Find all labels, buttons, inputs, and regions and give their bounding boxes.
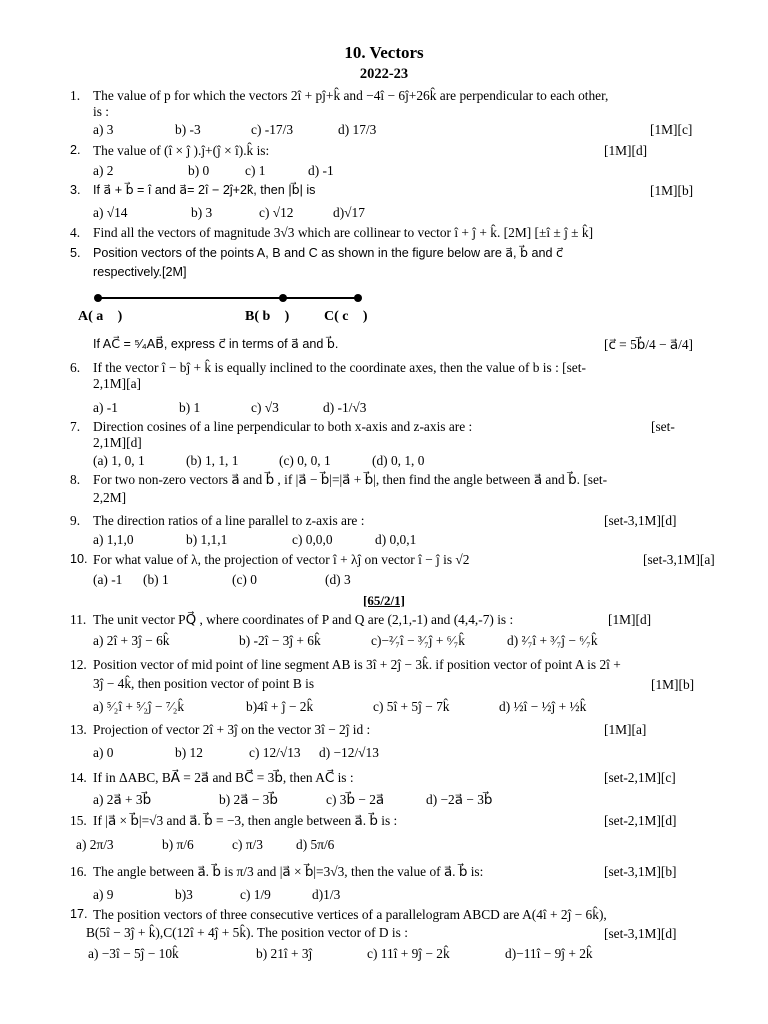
question-text: For what value of λ, the projection of vector î + λĵ on vector î − ĵ is √2: [93, 552, 470, 567]
question-text-cont: 2,1M][d]: [93, 434, 142, 450]
mark-label: [1M][d]: [604, 143, 648, 158]
option-b: b) -3: [175, 122, 201, 137]
option-b: b) 1,1,1: [186, 532, 228, 547]
option-b: b) 0: [188, 163, 210, 178]
option-c: c) 1: [245, 163, 266, 178]
option-c: c) 11î + 9ĵ − 2k̂: [367, 946, 450, 961]
point-a-dot: [94, 294, 102, 302]
option-c: c)−²⁄₇î − ³⁄₇ĵ + ⁶⁄₇k̂: [371, 633, 465, 648]
question-text: Projection of vector 2î + 3ĵ on the vector 3î − 2ĵ id :: [93, 722, 371, 737]
option-d: d)√17: [333, 205, 365, 220]
option-d: d)1/3: [312, 887, 341, 902]
question-text-cont: 2,2M]: [93, 489, 127, 505]
mark-label: [1M][a]: [604, 722, 647, 737]
question-number: 15.: [70, 813, 87, 828]
mark-label: [set-2,1M][c]: [604, 770, 676, 785]
year-heading: 2022-23: [359, 66, 409, 82]
question-number: 6.: [70, 360, 81, 375]
question-text: If a⃗ + b⃗ = î and a⃗= 2î − 2ĵ+2k̂, then |b⃗| is: [93, 183, 316, 197]
question-number: 11.: [70, 612, 87, 627]
question-text: If the vector î − bĵ + k̂ is equally inclined to the coordinate axes, then the value of b is : [set-: [93, 360, 586, 375]
option-a: a) √14: [93, 205, 128, 220]
option-c: c) 12/√13: [249, 745, 301, 760]
mark-label: [set-3,1M][d]: [604, 926, 677, 941]
option-d: d) -1: [308, 163, 334, 178]
mark-label: [1M][c]: [650, 122, 693, 137]
question-8: [70, 472, 720, 506]
question-number: 1.: [70, 88, 81, 103]
mark-label: [1M][b]: [650, 183, 694, 198]
option-b: (b) 1, 1, 1: [186, 453, 239, 468]
question-number: 14.: [70, 770, 87, 785]
question-text: The angle between a⃗. b⃗ is π/3 and |a⃗ × b⃗|=3√3, then the value of a⃗. b⃗ is:: [93, 864, 484, 879]
question-10: [70, 552, 720, 568]
option-a: a) -1: [93, 400, 118, 415]
point-c-label: C( c⃗ ): [324, 309, 368, 324]
paper-code: [65/2/1]: [363, 593, 405, 608]
question-text: The value of p for which the vectors 2î + pĵ+k̂ and −4î − 6ĵ+26k̂ are perpendicular to each other,: [93, 88, 609, 103]
question-number: 9.: [70, 513, 81, 528]
option-c: c) -17/3: [251, 122, 294, 137]
question-text: Position vector of mid point of line segment AB is 3î + 2ĵ − 3k̂. if position vector of point A is 2î +: [93, 657, 621, 672]
question-7: [70, 419, 720, 451]
point-c-dot: [354, 294, 362, 302]
option-d: d) ²⁄₇î + ³⁄₇ĵ − ⁶⁄₇k̂: [507, 633, 598, 648]
question-text: Position vectors of the points A, B and C as shown in the figure below are a⃗, b⃗ and c⃗: [93, 246, 563, 260]
question-1: [70, 88, 720, 120]
mark-label: [set-2,1M][d]: [604, 813, 677, 828]
option-d: d) 0,0,1: [375, 532, 417, 547]
option-c: (c) 0: [232, 572, 257, 587]
mark-label: [set-: [651, 419, 675, 434]
question-number: 17.: [70, 907, 88, 921]
option-d: (d) 3: [325, 572, 351, 587]
option-c: c) 1/9: [240, 887, 271, 902]
question-text: If |a⃗ × b⃗|=√3 and a⃗. b⃗ = −3, then angle between a⃗. b⃗ is :: [93, 813, 398, 828]
option-c: c) √12: [259, 205, 294, 220]
question-number: 13.: [70, 722, 87, 737]
question-text: The value of (î × ĵ ).ĵ+(ĵ × î).k̂ is:: [93, 143, 270, 158]
question-5: [70, 246, 730, 280]
question-number: 5.: [70, 246, 81, 260]
option-d: d) -1/√3: [323, 400, 367, 415]
question-12: [70, 657, 730, 692]
question-number: 8.: [70, 472, 81, 487]
question-text: If in ΔABC, BA⃗ = 2a⃗ and BC⃗ = 3b⃗, then AC⃗ is :: [93, 770, 354, 785]
question-text: Find all the vectors of magnitude 3√3 which are collinear to vector î + ĵ + k̂. [2M] [±î ± ĵ ± k̂]: [93, 225, 594, 240]
question-number: 3.: [70, 183, 81, 197]
option-d: d) −2a⃗ − 3b⃗: [426, 792, 493, 807]
mark-label: [1M][d]: [608, 612, 652, 627]
question-text-cont: 2,1M][a]: [93, 375, 141, 391]
question-text: The direction ratios of a line parallel to z-axis are :: [93, 513, 365, 528]
question-text-cont: 3ĵ − 4k̂, then position vector of point B is: [93, 675, 315, 691]
option-a: (a) -1: [93, 572, 123, 587]
question-text-cont: respectively.[2M]: [93, 264, 187, 279]
option-b: b) π/6: [162, 837, 194, 852]
option-c: c) 0,0,0: [292, 532, 333, 547]
question-4: [70, 225, 750, 241]
question-number: 2.: [70, 143, 81, 157]
option-d: d) −12/√13: [319, 745, 379, 760]
option-c: c) π/3: [232, 837, 263, 852]
mark-label: [set-3,1M][a]: [643, 552, 715, 567]
question-number: 4.: [70, 225, 81, 240]
option-a: a) 9: [93, 887, 114, 902]
option-d: d) ½î − ½ĵ + ½k̂: [499, 699, 587, 714]
option-a: a) 0: [93, 745, 114, 760]
question-number: 7.: [70, 419, 81, 434]
question-3: [70, 183, 720, 198]
option-a: a) −3î − 5ĵ − 10k̂: [88, 946, 179, 961]
question-text: The position vectors of three consecutive vertices of a parallelogram ABCD are A(4î + 2ĵ − 6k̂),: [93, 907, 607, 922]
option-a: (a) 1, 0, 1: [93, 453, 145, 468]
option-a: a) 2î + 3ĵ − 6k̂: [93, 633, 170, 648]
option-a: a) 2: [93, 163, 114, 178]
page-title: 10. Vectors: [344, 43, 424, 62]
question-number: 10.: [70, 552, 88, 566]
question-6: [70, 360, 720, 392]
question-number: 16.: [70, 864, 87, 879]
mark-label: [set-3,1M][b]: [604, 864, 677, 879]
option-d: d) 5π/6: [296, 837, 335, 852]
point-b-dot: [279, 294, 287, 302]
option-b: b) 12: [175, 745, 203, 760]
option-b: b) 2a⃗ − 3b⃗: [219, 792, 278, 807]
option-b: b)3: [175, 887, 193, 902]
mark-label: [1M][b]: [651, 677, 695, 692]
option-a: a) 2a⃗ + 3b⃗: [93, 792, 152, 807]
question-text: Direction cosines of a line perpendicular to both x-axis and z-axis are :: [93, 419, 473, 434]
mark-label: [set-3,1M][d]: [604, 513, 677, 528]
option-a: a) 3: [93, 122, 114, 137]
option-b: b) 1: [179, 400, 201, 415]
answer-label: [c⃗ = 5b⃗/4 − a⃗/4]: [604, 337, 694, 352]
option-a: a) ⁵⁄₂î + ⁵⁄₂ĵ − ⁷⁄₂k̂: [93, 699, 185, 714]
option-b: b)4î + ĵ − 2k̂: [246, 699, 314, 714]
question-text: The unit vector PQ⃗ , where coordinates of P and Q are (2,1,-1) and (4,4,-7) is :: [93, 612, 514, 627]
option-b: b) 21î + 3ĵ: [256, 946, 313, 961]
point-a-label: A( a⃗ ): [78, 309, 123, 324]
option-d: d)−11î − 9ĵ + 2k̂: [505, 946, 593, 961]
option-b: (b) 1: [143, 572, 169, 587]
option-c: c) 3b⃗ − 2a⃗: [326, 792, 385, 807]
option-a: a) 2π/3: [76, 837, 114, 852]
question-text-cont: is :: [93, 103, 109, 119]
option-b: b) 3: [191, 205, 213, 220]
question-text-cont: B(5î − 3ĵ + k̂),C(12î + 4ĵ + 5k̂). The position vector of D is :: [86, 924, 408, 940]
question-5-sub: If AC⃗ = ⁵⁄₄AB⃗, express c⃗ in terms of a⃗ and b⃗.: [93, 337, 339, 351]
option-c: c) 5î + 5ĵ − 7k̂: [373, 699, 450, 714]
option-c: (c) 0, 0, 1: [279, 453, 331, 468]
option-b: b) -2î − 3ĵ + 6k̂: [239, 633, 321, 648]
option-a: a) 1,1,0: [93, 532, 134, 547]
option-c: c) √3: [251, 400, 279, 415]
option-d: d) 17/3: [338, 122, 377, 137]
question-text: For two non-zero vectors a⃗ and b⃗ , if |a⃗ − b⃗|=|a⃗ + b⃗|, then find the angle between a⃗ and b⃗. [set-: [93, 472, 608, 487]
option-d: (d) 0, 1, 0: [372, 453, 425, 468]
point-b-label: B( b⃗ ): [245, 309, 290, 324]
question-number: 12.: [70, 657, 87, 672]
